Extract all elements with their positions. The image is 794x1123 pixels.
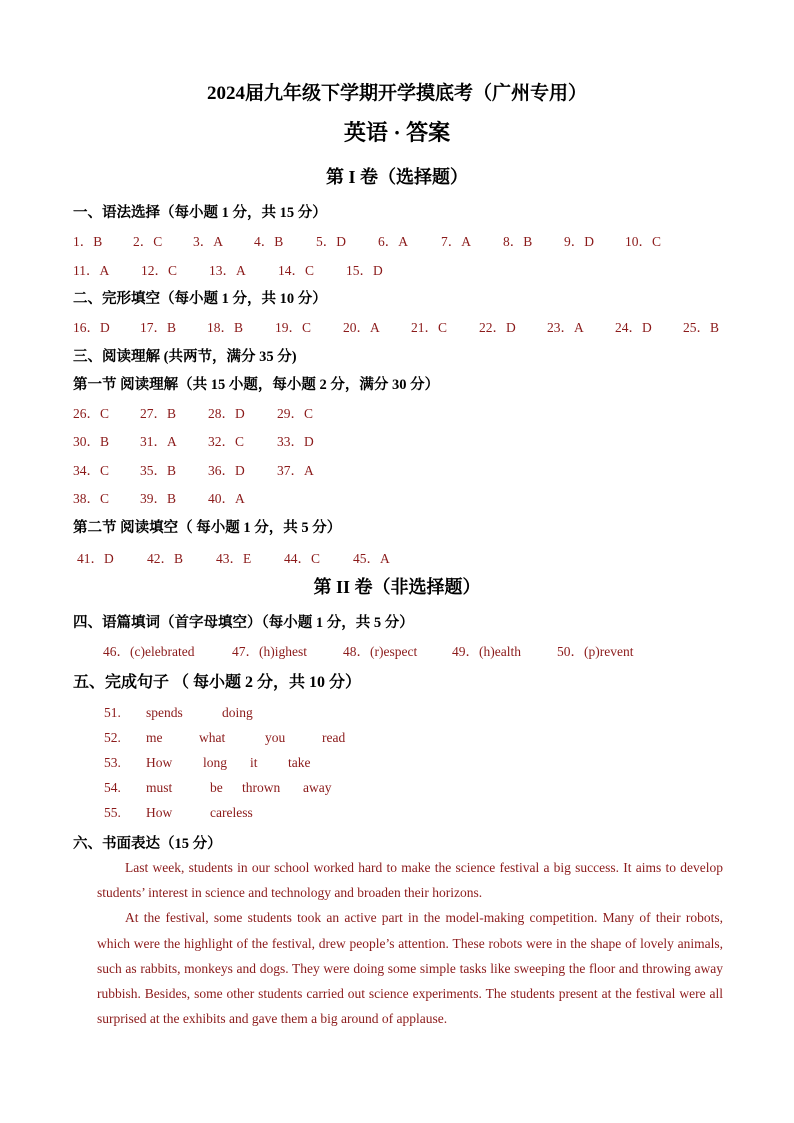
answer-item: 48．(r)espect: [343, 644, 418, 659]
answer-item: 11．A: [73, 263, 110, 278]
part1-title: 第 I 卷（选择题）: [325, 167, 468, 187]
sentence-number: 53.: [104, 755, 121, 770]
answer-item: 33．D: [277, 434, 314, 449]
answer-item: 46．(c)elebrated: [103, 644, 195, 659]
answer-item: 36．D: [208, 463, 245, 478]
word-fill-answers-row: [0, 640, 794, 658]
answer-item: 45．A: [353, 551, 390, 566]
answer-item: 2．C: [133, 234, 163, 249]
answer-item: 23．A: [547, 320, 584, 335]
answer-item: 8．B: [503, 234, 533, 249]
essay-paragraph-1: Last week, students in our school worked hard to make the science festival a big success. It aims to develop students’ interest in science and technology and broaden their horizons.: [97, 860, 723, 901]
answer-item: 25．B: [683, 320, 720, 335]
answer-item: 4．B: [254, 234, 284, 249]
main-title: 2024届九年级下学期开学摸底考（广州专用）: [206, 83, 587, 104]
section-reading-heading: 三、阅读理解 (共两节，满分 35 分): [73, 349, 297, 365]
answer-item: 18．B: [207, 320, 244, 335]
answer-item: 6．A: [378, 234, 408, 249]
answer-item: 1．B: [73, 234, 103, 249]
answer-item: 19．C: [275, 320, 312, 335]
sentence-number: 55.: [104, 805, 121, 820]
answer-item: 20．A: [343, 320, 380, 335]
section-writing-heading: 六、书面表达（15 分）: [73, 836, 222, 852]
answer-item: 39．B: [140, 491, 177, 506]
answer-item: 7．A: [441, 234, 471, 249]
reading-answers-row3: [0, 459, 794, 477]
reading-answers-row2: [0, 430, 794, 448]
sentence-number: 52.: [104, 730, 121, 745]
sentence-word: take: [288, 755, 311, 770]
answer-item: 17．B: [140, 320, 177, 335]
section-cloze-heading: 二、完形填空（每小题 1 分，共 10 分）: [73, 291, 327, 307]
section-reading-part1-heading: 第一节 阅读理解（共 15 小题，每小题 2 分，满分 30 分）: [73, 377, 440, 393]
part2-title: 第 II 卷（非选择题）: [313, 577, 481, 597]
sentence-number: 54.: [104, 780, 121, 795]
sentence-word: read: [322, 730, 346, 745]
sentence-word: be: [210, 780, 223, 795]
answer-item: 16．D: [73, 320, 110, 335]
answer-item: 32．C: [208, 434, 245, 449]
grammar-answers-row1: [0, 230, 794, 248]
fill-answers-row: [0, 547, 794, 565]
answer-item: 5．D: [316, 234, 346, 249]
sentence-word: doing: [222, 705, 253, 720]
answer-item: 42．B: [147, 551, 184, 566]
sentence-word: you: [265, 730, 286, 745]
answer-item: 14．C: [278, 263, 315, 278]
answer-item: 3．A: [193, 234, 223, 249]
answer-item: 27．B: [140, 406, 177, 421]
reading-answers-row1: [0, 402, 794, 420]
answer-item: 49．(h)ealth: [452, 644, 521, 659]
essay-paragraph-2: At the festival, some students took an active part in the model-making competition. Many of their robots, which were the highlight of the festival, drew people’s attention. These robots were in the shape of lovely animals, such as rabbits, monkeys and dogs. They were doing some simple tasks like sweeping the floor and throwing away rubbish. Besides, some other students carried out science experiments. The students present at the festival were all surprised at the exhibits and gave them a big around of applause.: [97, 910, 723, 1027]
sentence-word: what: [199, 730, 226, 745]
answer-item: 44．C: [284, 551, 321, 566]
grammar-answers-row2: [0, 259, 794, 277]
section-sentences-heading: 五、完成句子 （ 每小题 2 分，共 10 分）: [73, 674, 362, 691]
answer-item: 40．A: [208, 491, 245, 506]
section-word-fill-heading: 四、语篇填词（首字母填空）（每小题 1 分，共 5 分）: [73, 615, 414, 631]
sentence-word: must: [146, 780, 173, 795]
answer-item: 30．B: [73, 434, 110, 449]
answer-item: 9．D: [564, 234, 594, 249]
section-reading-part2-heading: 第二节 阅读填空（ 每小题 1 分，共 5 分）: [73, 520, 342, 536]
sentence-word: away: [303, 780, 332, 795]
sentence-word: me: [146, 730, 163, 745]
answer-item: 34．C: [73, 463, 110, 478]
essay-answer: [97, 855, 723, 1031]
cloze-answers-row: [0, 316, 794, 334]
answer-item: 28．D: [208, 406, 245, 421]
answer-item: 13．A: [209, 263, 246, 278]
sentence-word: thrown: [242, 780, 281, 795]
answer-item: 41．D: [77, 551, 114, 566]
answer-item: 47．(h)ighest: [232, 644, 307, 659]
answer-item: 37．A: [277, 463, 314, 478]
sentence-word: How: [146, 805, 173, 820]
answer-item: 31．A: [140, 434, 177, 449]
answer-item: 10．C: [625, 234, 662, 249]
answer-item: 15．D: [346, 263, 383, 278]
answer-item: 50．(p)revent: [557, 644, 634, 659]
answer-item: 12．C: [141, 263, 178, 278]
sentence-word: How: [146, 755, 173, 770]
reading-answers-row4: [0, 487, 794, 505]
answer-item: 21．C: [411, 320, 448, 335]
answer-item: 35．B: [140, 463, 177, 478]
answer-item: 43．E: [216, 551, 252, 566]
sentence-word: it: [250, 755, 258, 770]
answer-item: 29．C: [277, 406, 314, 421]
sentence-word: careless: [210, 805, 253, 820]
sentence-word: spends: [146, 705, 183, 720]
answer-item: 22．D: [479, 320, 516, 335]
sentence-word: long: [203, 755, 228, 770]
section-grammar-heading: 一、语法选择（每小题 1 分，共 15 分）: [73, 205, 327, 221]
answer-item: 38．C: [73, 491, 110, 506]
answer-item: 26．C: [73, 406, 110, 421]
subject-title: 英语 · 答案: [343, 120, 451, 145]
answer-item: 24．D: [615, 320, 652, 335]
sentence-number: 51.: [104, 705, 121, 720]
